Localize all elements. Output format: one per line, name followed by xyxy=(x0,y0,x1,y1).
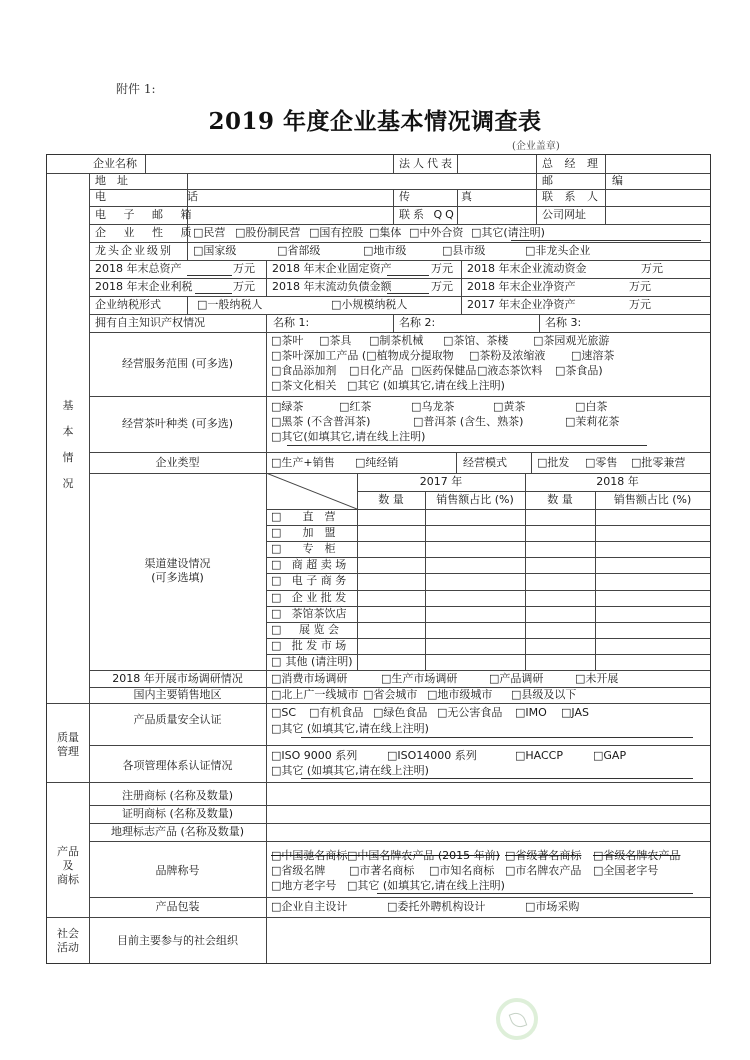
section-char: 况 xyxy=(62,477,74,490)
channel-label-line: (可多选填) xyxy=(151,571,204,584)
section-social-label xyxy=(47,927,89,955)
system-label: 各项管理体系认证情况 xyxy=(122,759,233,772)
scope-option[interactable]: □其它 (如填其它,请在线上注明) xyxy=(347,379,505,392)
system-option[interactable]: □HACCP xyxy=(515,749,563,762)
scope-option[interactable]: □制茶机械 xyxy=(369,334,424,347)
level-option[interactable]: □县市级 xyxy=(442,244,486,257)
brand-option[interactable]: □省级名牌农产品 xyxy=(593,849,681,862)
tax-option[interactable]: □一般纳税人 xyxy=(197,298,263,311)
col-quantity-2018: 数 量 xyxy=(547,493,573,506)
channel-row-label: 企 业 批 发 xyxy=(291,590,347,604)
research-option[interactable]: □产品调研 xyxy=(489,672,544,685)
channel-checkbox[interactable]: □ xyxy=(271,638,282,652)
nature-option[interactable]: □国有控股 xyxy=(309,226,364,239)
postcode-label: 邮 编 xyxy=(542,174,647,187)
section-char: 产品 xyxy=(57,845,79,858)
tea-option[interactable]: □黑茶 (不含普洱茶) xyxy=(271,415,371,428)
geo-product-label: 地理标志产品 (名称及数量) xyxy=(110,825,245,838)
channel-row-divider xyxy=(266,573,710,574)
cert-other[interactable]: □其它 (如填其它,请在线上注明) xyxy=(271,722,429,735)
scope-option[interactable]: □医药保健品 xyxy=(411,364,477,377)
cert-option[interactable]: □JAS xyxy=(561,706,589,719)
col-quantity-2017: 数 量 xyxy=(378,493,404,506)
nature-option[interactable]: □民营 xyxy=(193,226,226,239)
channel-row-label: 专 柜 xyxy=(302,542,336,556)
type-label: 企业类型 xyxy=(155,456,200,469)
scope-option[interactable]: □茶叶 xyxy=(271,334,304,347)
channel-label xyxy=(89,557,266,585)
tea-option[interactable]: □茉莉花茶 xyxy=(565,415,620,428)
packaging-option[interactable]: □市场采购 xyxy=(525,900,580,913)
system-option[interactable]: □ISO 9000 系列 xyxy=(271,749,358,762)
type-option[interactable]: □纯经销 xyxy=(355,456,399,469)
section-char: 管理 xyxy=(57,745,79,758)
company-name-label: 企业名称 xyxy=(93,157,137,170)
brand-title-label: 品牌称号 xyxy=(155,864,200,877)
region-option[interactable]: □北上广一线城市 xyxy=(271,688,359,701)
level-option[interactable]: □地市级 xyxy=(363,244,407,257)
channel-row-label: 茶馆茶饮店 xyxy=(291,606,347,620)
research-label: 2018 年开展市场调研情况 xyxy=(112,672,243,685)
seal-note: (企业盖章) xyxy=(512,141,560,152)
year-2017: 2017 年 xyxy=(419,475,463,488)
tea-option[interactable]: □绿茶 xyxy=(271,400,304,413)
brand-option[interactable]: □中国驰名商标 xyxy=(271,849,348,862)
ip-name-3: 名称 3: xyxy=(545,316,582,329)
scope-option[interactable]: □茶具 xyxy=(319,334,352,347)
finance-label: 2018 年末企业固定资产 xyxy=(272,262,392,275)
attachment-label: 附件 1: xyxy=(116,82,156,96)
cert-label: 产品质量安全认证 xyxy=(133,713,222,726)
finance-unit: 万元 xyxy=(629,280,651,293)
channel-row-divider xyxy=(266,525,710,526)
ip-name-1: 名称 1: xyxy=(273,316,310,329)
tea-option[interactable]: □红茶 xyxy=(339,400,372,413)
nature-option[interactable]: □股份制民营 xyxy=(235,226,301,239)
system-option[interactable]: □GAP xyxy=(593,749,627,762)
channel-checkbox[interactable]: □ xyxy=(271,510,282,523)
cert-option[interactable]: □无公害食品 xyxy=(437,706,503,719)
channel-checkbox[interactable]: □ xyxy=(271,526,282,540)
tea-label: 经营茶叶种类 (可多选) xyxy=(121,417,234,430)
survey-form xyxy=(46,154,711,964)
nature-option[interactable]: □中外合资 xyxy=(409,226,464,239)
mode-option[interactable]: □批零兼营 xyxy=(631,456,686,469)
level-option[interactable]: □非龙头企业 xyxy=(525,244,591,257)
diagonal-header xyxy=(266,473,357,509)
finance-unit: 万元 xyxy=(233,280,255,293)
tea-option[interactable]: □白茶 xyxy=(575,400,608,413)
packaging-option[interactable]: □企业自主设计 xyxy=(271,900,348,913)
level-label: 龙头企业级别 xyxy=(95,244,173,257)
channel-row-label: 其他 (请注明) xyxy=(285,654,353,668)
social-org-label: 目前主要参与的社会组织 xyxy=(117,934,238,947)
scope-option[interactable]: □日化产品 xyxy=(349,364,404,377)
region-option[interactable]: □省会城市 xyxy=(363,688,418,701)
section-char: 情 xyxy=(62,451,74,464)
section-basic-label xyxy=(47,399,89,491)
section-char: 及 xyxy=(62,859,74,872)
channel-row-label: 直 营 xyxy=(302,510,336,523)
type-option[interactable]: □生产+销售 xyxy=(271,456,335,469)
brand-option[interactable]: □市名牌农产品 xyxy=(505,864,582,877)
website-label: 公司网址 xyxy=(542,208,586,221)
channel-checkbox[interactable]: □ xyxy=(271,622,282,636)
scope-option[interactable]: □液态茶饮料 xyxy=(477,364,543,377)
region-option[interactable]: □县级及以下 xyxy=(511,688,577,701)
channel-row-divider xyxy=(266,654,710,655)
finance-unit: 万元 xyxy=(431,280,453,293)
finance-label: 2018 年末企业净资产 xyxy=(467,280,576,293)
legal-rep-label: 法人代表 xyxy=(399,157,455,170)
section-char: 质量 xyxy=(57,731,79,744)
brand-option[interactable]: □全国老字号 xyxy=(593,864,659,877)
certified-trademark-label: 证明商标 (名称及数量) xyxy=(121,807,234,820)
section-char: 商标 xyxy=(57,873,79,886)
scope-option[interactable]: □茶粉及浓缩液 xyxy=(469,349,546,362)
channel-checkbox[interactable]: □ xyxy=(271,542,282,556)
finance-unit: 万元 xyxy=(233,262,255,275)
mode-option[interactable]: □零售 xyxy=(585,456,618,469)
net-2017-label: 2017 年末企业净资产 xyxy=(467,298,576,311)
ip-name-2: 名称 2: xyxy=(399,316,436,329)
level-option[interactable]: □省部级 xyxy=(277,244,321,257)
channel-checkbox[interactable]: □ xyxy=(271,590,282,604)
watermark-stamp xyxy=(496,998,538,1040)
tea-option[interactable]: □普洱茶 (含生、熟茶) xyxy=(413,415,524,428)
channel-row-divider xyxy=(266,557,710,558)
tax-label: 企业纳税形式 xyxy=(95,298,161,311)
scope-option[interactable]: □速溶茶 xyxy=(571,349,615,362)
channel-row-divider xyxy=(266,638,710,639)
region-label: 国内主要销售地区 xyxy=(133,688,222,701)
tea-option[interactable]: □黄茶 xyxy=(493,400,526,413)
leaf-icon xyxy=(509,1010,528,1030)
tax-option[interactable]: □小规模纳税人 xyxy=(331,298,408,311)
phone-label: 电 话 xyxy=(95,190,233,203)
packaging-label: 产品包装 xyxy=(155,900,200,913)
general-manager-label: 总 经 理 xyxy=(542,157,602,170)
channel-row-label: 电 子 商 务 xyxy=(291,574,347,588)
year-2018: 2018 年 xyxy=(596,475,639,488)
brand-option[interactable]: □市著名商标 xyxy=(349,864,415,877)
channel-row-divider xyxy=(266,541,710,542)
email-label: 电 子 邮 箱 xyxy=(95,208,199,221)
packaging-option[interactable]: □委托外聘机构设计 xyxy=(387,900,486,913)
channel-checkbox[interactable]: □ xyxy=(271,558,282,572)
brand-option[interactable]: □中国名牌农产品 (2015 年前) xyxy=(347,849,500,862)
brand-option[interactable]: □市知名商标 xyxy=(429,864,495,877)
channel-checkbox[interactable]: □ xyxy=(271,654,282,668)
scope-option[interactable]: □茶馆、茶楼 xyxy=(443,334,509,347)
cert-option[interactable]: □IMO xyxy=(515,706,547,719)
brand-option[interactable]: □其它 (如填其它,请在线上注明) xyxy=(347,879,505,892)
channel-row-label: 展 览 会 xyxy=(299,622,339,636)
address-label: 地 址 xyxy=(95,174,128,187)
brand-option[interactable]: □地方老字号 xyxy=(271,879,337,892)
col-sales-share-2018: 销售额占比 (%) xyxy=(613,493,692,506)
scope-option[interactable]: □茶园观光旅游 xyxy=(533,334,610,347)
system-other[interactable]: □其它 (如填其它,请在线上注明) xyxy=(271,764,429,777)
channel-row-divider xyxy=(266,606,710,607)
col-sales-share-2017: 销售额占比 (%) xyxy=(436,493,514,506)
mode-label: 经营模式 xyxy=(463,456,507,469)
brand-option[interactable]: □省级著名商标 xyxy=(505,849,582,862)
scope-option[interactable]: □茶文化相关 xyxy=(271,379,337,392)
finance-label: 2018 年末企业流动资金 xyxy=(467,262,587,275)
channel-checkbox[interactable]: □ xyxy=(271,574,282,588)
fax-label: 传 真 xyxy=(399,190,492,203)
finance-label: 2018 年末总资产 xyxy=(95,262,182,275)
nature-option[interactable]: □其它(请注明) xyxy=(471,226,545,239)
channel-checkbox[interactable]: □ xyxy=(271,606,282,620)
channel-row-label: 商 超 卖 场 xyxy=(291,558,347,572)
finance-unit: 万元 xyxy=(431,262,453,275)
channel-row-label: 批 发 市 场 xyxy=(291,638,347,652)
finance-label: 2018 年末企业利税 xyxy=(95,280,193,293)
channel-row-divider xyxy=(266,590,710,591)
tea-option[interactable]: □其它(如填其它,请在线上注明) xyxy=(271,430,426,443)
ip-label: 拥有自主知识产权情况 xyxy=(95,316,205,329)
brand-option[interactable]: □省级名牌 xyxy=(271,864,326,877)
channel-row-label: 加 盟 xyxy=(302,526,336,540)
scope-option[interactable]: □茶叶深加工产品 (□植物成分提取物 xyxy=(271,349,454,362)
registered-trademark-label: 注册商标 (名称及数量) xyxy=(121,789,234,802)
net-2017-unit: 万元 xyxy=(629,298,651,311)
section-brand-label xyxy=(47,845,89,887)
region-option[interactable]: □地市级城市 xyxy=(427,688,493,701)
channel-row-divider xyxy=(266,622,710,623)
finance-label: 2018 年末流动负债金额 xyxy=(272,280,392,293)
research-option[interactable]: □未开展 xyxy=(575,672,619,685)
cert-option[interactable]: □绿色食品 xyxy=(373,706,428,719)
channel-label-line: 渠道建设情况 xyxy=(144,557,211,570)
cert-option[interactable]: □SC xyxy=(271,706,297,719)
section-char: 本 xyxy=(62,425,74,438)
contact-label: 联 系 人 xyxy=(542,190,602,203)
nature-option[interactable]: □集体 xyxy=(369,226,402,239)
scope-option[interactable]: □食品添加剂 xyxy=(271,364,337,377)
section-char: 基 xyxy=(62,399,74,412)
system-option[interactable]: □ISO14000 系列 xyxy=(387,749,477,762)
form-title: 2019 年度企业基本情况调查表 xyxy=(208,108,542,135)
section-char: 社会 xyxy=(57,927,79,940)
research-option[interactable]: □生产市场调研 xyxy=(381,672,458,685)
tea-option[interactable]: □乌龙茶 xyxy=(411,400,455,413)
research-option[interactable]: □消费市场调研 xyxy=(271,672,348,685)
nature-label: 企 业 性 质 xyxy=(95,226,199,239)
scope-option[interactable]: □茶食品) xyxy=(555,364,603,377)
section-char: 活动 xyxy=(57,941,79,954)
qq-label: 联系 QQ xyxy=(399,208,457,221)
cert-option[interactable]: □有机食品 xyxy=(309,706,364,719)
section-quality-label xyxy=(47,731,89,759)
level-option[interactable]: □国家级 xyxy=(193,244,237,257)
mode-option[interactable]: □批发 xyxy=(537,456,570,469)
scope-label: 经营服务范围 (可多选) xyxy=(121,357,234,370)
finance-unit: 万元 xyxy=(641,262,663,275)
